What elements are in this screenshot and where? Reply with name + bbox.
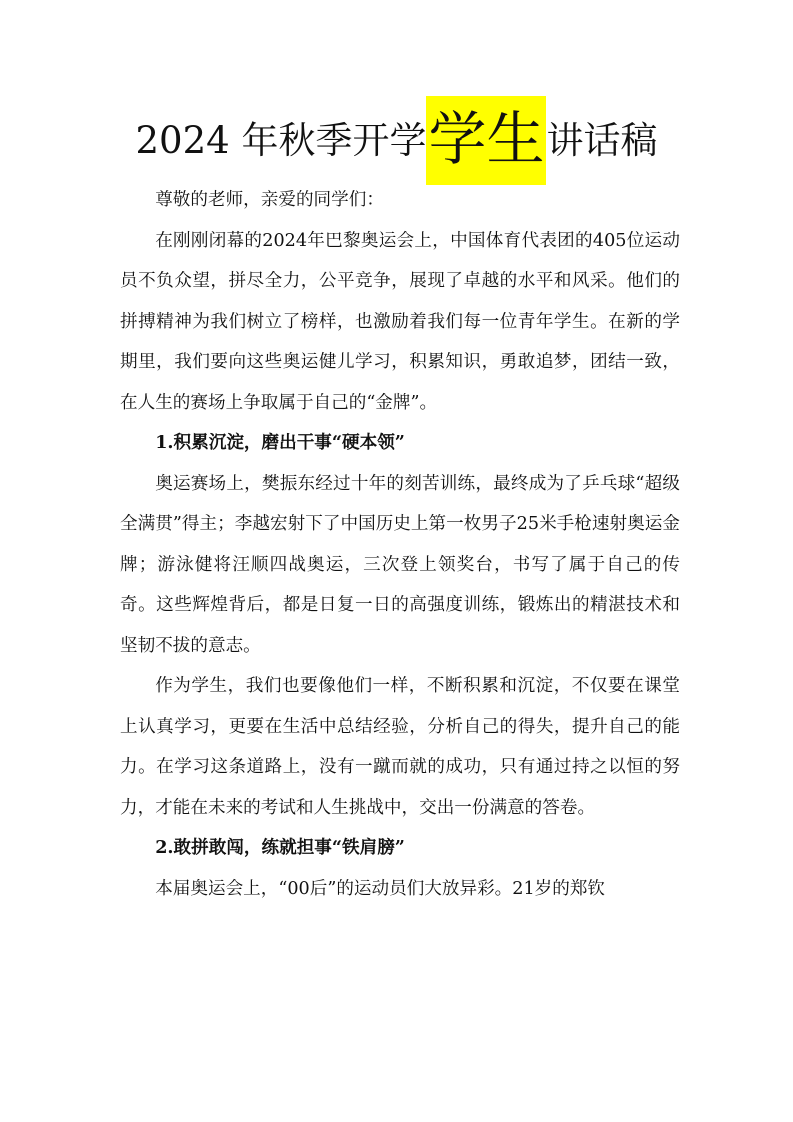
- section-heading-2: 2.敢拼敢闯，练就担事“铁肩膀”: [155, 837, 405, 858]
- document-body: [120, 180, 680, 909]
- paragraph-section2-a: 本届奥运会上，“00后”的运动员们大放异彩。21岁的郑钦: [155, 878, 606, 899]
- page-title: [0, 96, 793, 185]
- greeting: 尊敬的老师，亲爱的同学们：: [155, 190, 384, 210]
- title-prefix: 2024 年秋季开学: [135, 118, 427, 162]
- paragraph-intro: 在刚刚闭幕的2024年巴黎奥运会上，中国体育代表团的405位运动员不负众望，拼尽全力，公平竞争，展现了卓越的水平和风采。他们的拼搏精神为我们树立了榜样，也激励着我们每一位青年学生。在新的学期里，我们要向这些奥运健儿学习，积累知识，勇敢追梦，团结一致，在人生的赛场上争取属于自己的“金牌”。: [120, 230, 680, 413]
- paragraph-section1-b: 作为学生，我们也要像他们一样，不断积累和沉淀，不仅要在课堂上认真学习，更要在生活中总结经验，分析自己的得失，提升自己的能力。在学习这条道路上，没有一蹴而就的成功，只有通过持之以恒的努力，才能在未来的考试和人生挑战中，交出一份满意的答卷。: [120, 676, 680, 818]
- paragraph-section1-a: 奥运赛场上，樊振东经过十年的刻苦训练，最终成为了乒乓球“超级全满贯”得主；李越宏射下了中国历史上第一枚男子25米手枪速射奥运金牌；游泳健将汪顺四战奥运，三次登上领奖台，书写了属于自己的传奇。这些辉煌背后，都是日复一日的高强度训练，锻炼出的精湛技术和坚韧不拔的意志。: [120, 473, 680, 656]
- title-highlight: 学生: [426, 96, 546, 185]
- title-suffix: 讲话稿: [546, 118, 658, 162]
- section-heading-1: 1.积累沉淀，磨出干事“硬本领”: [155, 432, 405, 453]
